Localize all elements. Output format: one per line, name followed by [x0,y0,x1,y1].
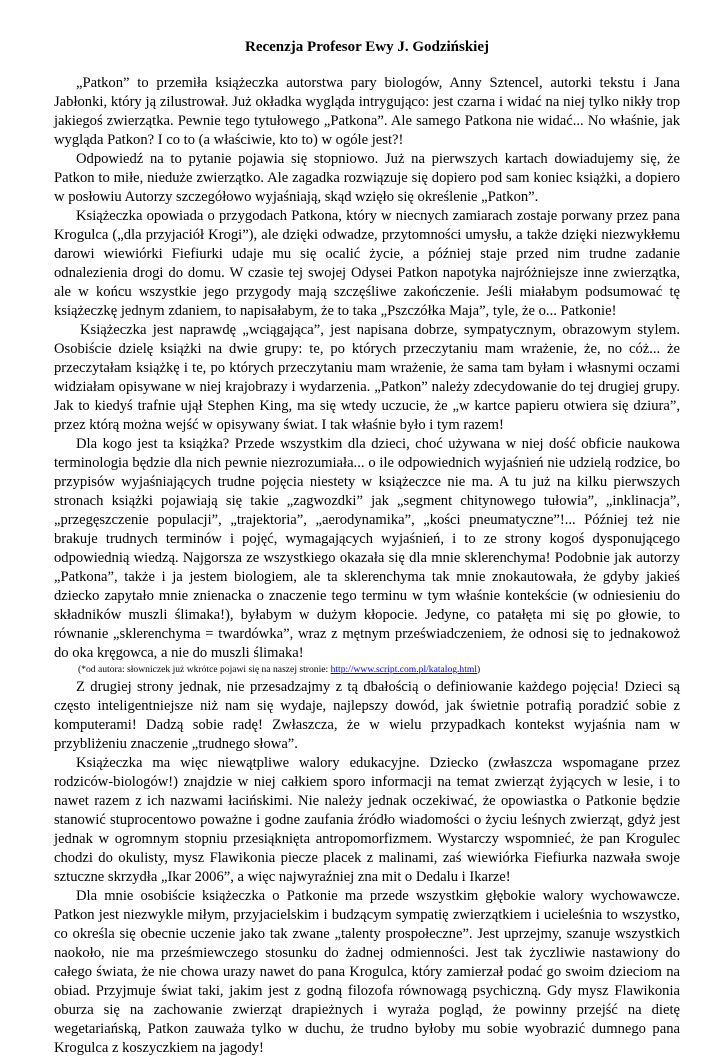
document-title: Recenzja Profesor Ewy J. Godzińskiej [245,39,489,55]
paragraph: Książeczka opowiada o przygodach Patkona, który w niecnych zamiarach zostaje porwany przez pana Krogulca („dla przyjaciół Krogi”), ale dzięki odwadze, przytomności umysłu, a także dzięki niezwykłemu darowi wiewiórki Fiefiurki udaje mu się ocalić życie, a później staje przed nim trudne zadanie odnalezienia drogi do domu. W czasie tej swojej Odysei Patkon napotyka najróżniejsze inne zwierzątka, ale w końcu wszystkie jego przygody mają szczęśliwe zakończenie. Jeśli miałabym podsumować tę książeczkę jednym zdaniem, to napisałabym, że to taka „Pszczółka Maja”, tyle, że o... Patkonie! [54,208,680,319]
document-page [54,38,680,1058]
footnote [78,663,680,676]
paragraph: Dla mnie osobiście książeczka o Patkonie ma przede wszystkim głębokie walory wychowawcze. Patkon jest niezwykle miłym, przyjacielskim i budzącym sympatię zwierzątkiem i ucieleśnia to wszystko, co określa się obecnie uczenie jako tak zwane „talenty prospołeczne”. Jest uprzejmy, szanuje wszystkich naokoło, nie ma prześmiewczego stosunku do żadnej odmienności. Jest tak życzliwie nastawiony do całego świata, że nie chowa urazy nawet do pana Krogulca, który zamierzał podać go swoim dzieciom na obiad. Przyjmuje świat taki, jakim jest z godną filozofa równowagą psychiczną. Gdy mysz Flawikonia oburza się na zachowanie zwierząt drapieżnych i wyraża pogląd, że powinny przejść na dietę wegetariańską, Patkon zauważa tylko w duchu, że trudno byłoby mu sobie wyobrazić dumnego pana Krogulca z koszyczkiem na jagody! [54,888,680,1056]
footnote-text: (*od autora: słowniczek już wkrótce pojawi się na naszej stronie: [78,664,331,675]
paragraph: „Patkon” to przemiła książeczka autorstwa pary biologów, Anny Sztencel, autorki tekstu i Jana Jabłonki, który ją zilustrował. Już okładka wygląda intrygująco: jest czarna i widać na niej tylko nikły trop jakiegoś zwierzątka. Pewnie tego tytułowego „Patkona”. Ale samego Patkona nie widać... No właśnie, jak wygląda Patkon? I co to (a właściwie, kto to) w ogóle jest?! [54,75,680,148]
paragraph: Książeczka jest naprawdę „wciągająca”, jest napisana dobrze, sympatycznym, obrazowym stylem. Osobiście dzielę książki na dwie grupy: te, po których przeczytaniu mam wrażenie, że, no cóż... że przeczytałam książkę i te, po których przeczytaniu mam wrażenie, że sama tam byłam i własnymi oczami widziałam opisywane w niej krajobrazy i wydarzenia. „Patkon” należy zdecydowanie do tej drugiej grupy. Jak to kiedyś trafnie ujął Stephen King, ma się wtedy uczucie, że „w kartce papieru otwiera się dziura”, przez którą można wejść w opisywany świat. I tak właśnie było i tym razem! [54,322,680,433]
footnote-link[interactable]: http://www.script.com.pl/katalog.html [330,664,478,675]
paragraph: Odpowiedź na to pytanie pojawia się stopniowo. Już na pierwszych kartach dowiadujemy się, że Patkon to miłe, nieduże zwierzątko. Ale zagadka rozwiązuje się dopiero pod sam koniec książki, a dopiero w posłowiu Autorzy szczegółowo wyjaśniają, skąd wzięło się określenie „Patkon”. [54,151,680,205]
footnote-suffix: ) [477,664,481,675]
paragraph: Książeczka ma więc niewątpliwe walory edukacyjne. Dziecko (zwłaszcza wspomagane przez rodziców-biologów!) znajdzie w niej całkiem sporo informacji na temat zwierząt żyjących w lesie, i to nawet razem z ich nazwami łacińskimi. Nie należy jednak oczekiwać, że opowiastka o Patkonie będzie stanowić stuprocentowo poważne i godne zaufania źródło wiadomości o życiu leśnych zwierząt, gdyż jest jednak w ogromnym stopniu przesiąknięta antropomorfizmem. Wystarczy wspomnieć, że pan Krogulec chodzi do okulisty, mysz Flawikonia piecze placek z malinami, zaś wiewiórka Fiefiurka nazwała swoje sztuczne skrzydła „Ikar 2006”, a więc najwyraźniej zna mit o Dedalu i Ikarze! [54,755,680,885]
paragraph: Z drugiej strony jednak, nie przesadzajmy z tą dbałością o definiowanie każdego pojęcia! Dzieci są często inteligentniejsze niż nam się wydaje, najlepszy dowód, jak świetnie potrafią poradzić sobie z komputerami! Dadzą sobie radę! Zwłaszcza, że w wielu przypadkach kontekst wyjaśnia nam w przybliżeniu znaczenie „trudnego słowa”. [54,679,680,752]
paragraph: Dla kogo jest ta książka? Przede wszystkim dla dzieci, choć używana w niej dość obficie naukowa terminologia będzie dla nich pewnie niezrozumiała... o ile odpowiednich wyjaśnień nie udzielą rodzice, bo przypisów wyjaśniających trudne pojęcia niestety w książeczce nie ma. A tu już na kilku pierwszych stronach książki pojawiają się takie „zagwozdki” jak „segment chitynowego tułowia”, „inklinacja”, „przegęszczenie populacji”, „trajektoria”, „aerodynamika”, „kości pneumatyczne”!... Później też nie brakuje trudnych terminów i pojęć, wymagających wyjaśnień, i to ze strony kogoś dysponującego odpowiednią wiedzą. Najgorsza ze wszystkiego okazała się dla mnie sklerenchyma! Podobnie jak autorzy „Patkona”, także i ja jestem biologiem, ale ta sklerenchyma tak mnie znokautowała, że gdyby jakieś dziecko zapytało mnie znienacka o znaczenie tego terminu w tym właśnie kontekście (w odniesieniu do składników muszli ślimaka!), byłabym w dużym kłopocie. Jedyne, co patałęta mi się po głowie, to równanie „sklerenchyma = twardówka”, wraz z mętnym przeświadczeniem, że odnosi się to jednakowoż do oka kręgowca, a nie do muszli ślimaka! [54,436,680,661]
